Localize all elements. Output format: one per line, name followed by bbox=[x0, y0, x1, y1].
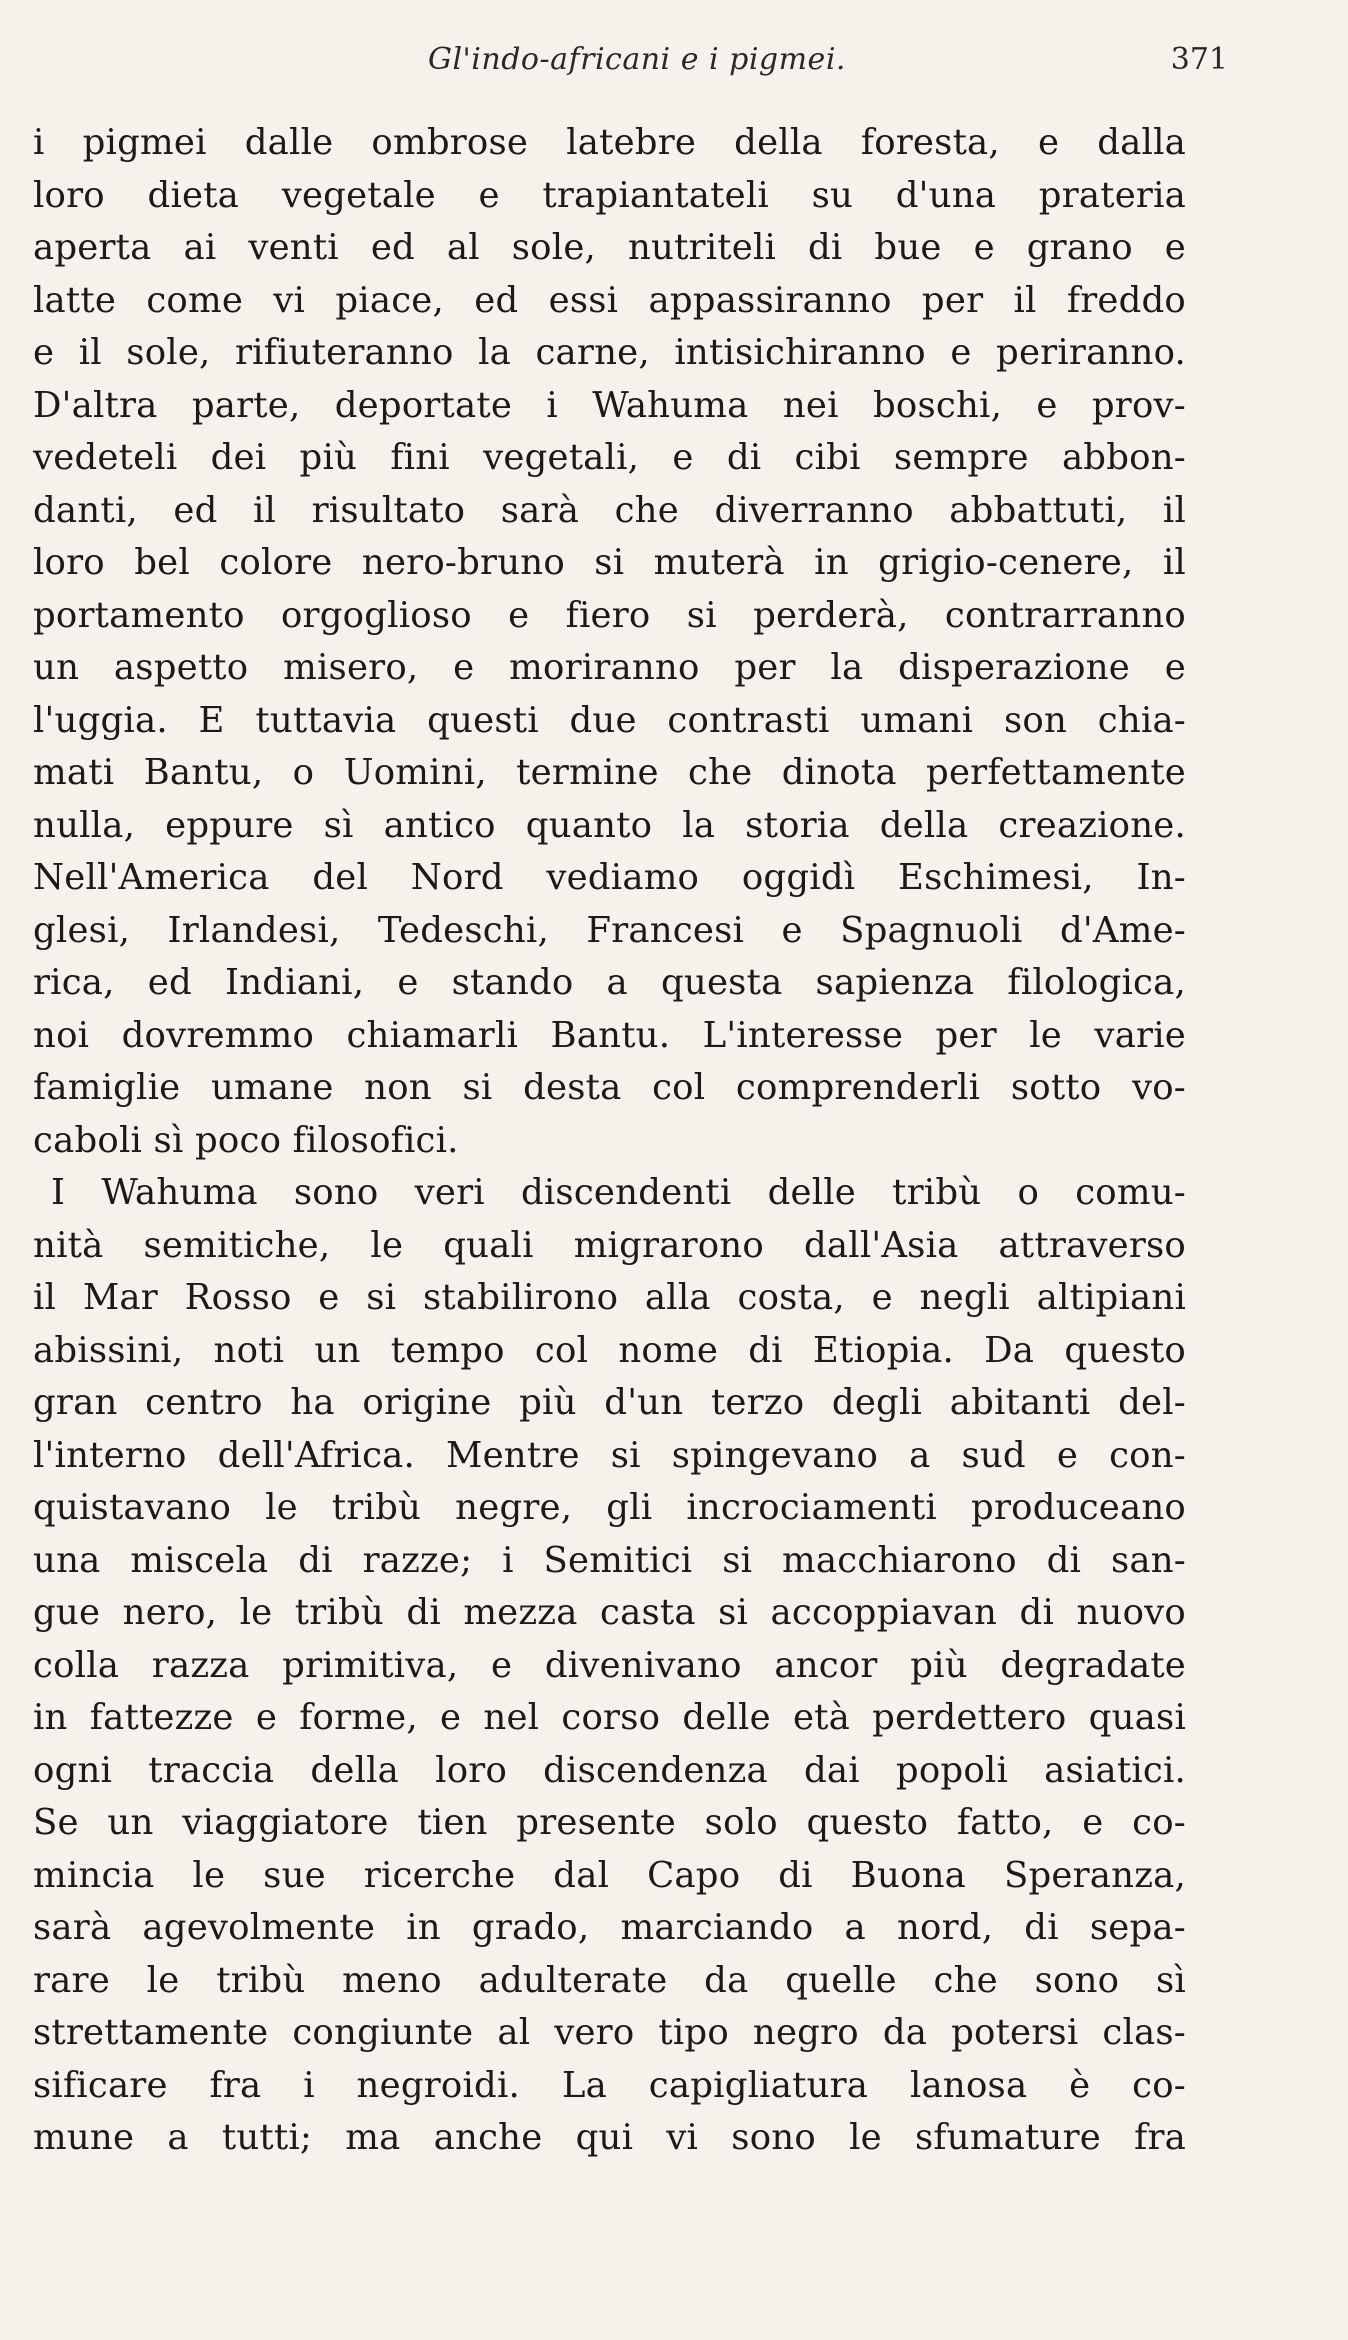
paragraph-end-line: caboli sì poco filosofici. bbox=[33, 1119, 459, 1161]
text-line: in fattezze e forme, e nel corso delle età perdettero quasi bbox=[33, 1697, 1186, 1738]
paragraph-start-line: I Wahuma sono veri discendenti delle tribù o comu- bbox=[51, 1172, 1186, 1213]
running-title: Gl'indo-africani e i pigmei. bbox=[428, 42, 846, 77]
running-head bbox=[0, 42, 1348, 92]
text-line: Nell'America del Nord vediamo oggidì Eschimesi, In- bbox=[33, 857, 1186, 898]
text-line: gue nero, le tribù di mezza casta si accoppiavan di nuovo bbox=[33, 1592, 1186, 1633]
text-line: il Mar Rosso e si stabilirono alla costa, e negli altipiani bbox=[33, 1277, 1186, 1318]
text-line: vedeteli dei più fini vegetali, e di cibi sempre abbon- bbox=[33, 437, 1186, 478]
text-line: aperta ai venti ed al sole, nutriteli di bue e grano e bbox=[33, 227, 1186, 268]
text-line: quistavano le tribù negre, gli incrociamenti produceano bbox=[33, 1487, 1186, 1528]
text-line: mune a tutti; ma anche qui vi sono le sfumature fra bbox=[33, 2117, 1186, 2158]
page-number: 371 bbox=[1170, 42, 1228, 77]
text-line: danti, ed il risultato sarà che diverranno abbattuti, il bbox=[33, 489, 1186, 531]
text-line: mincia le sue ricerche dal Capo di Buona Speranza, bbox=[33, 1854, 1186, 1896]
text-line: l'uggia. E tuttavia questi due contrasti umani son chia- bbox=[33, 699, 1186, 741]
text-line: rica, ed Indiani, e stando a questa sapienza filologica, bbox=[33, 962, 1186, 1003]
text-line: noi dovremmo chiamarli Bantu. L'interesse per le varie bbox=[33, 1014, 1186, 1056]
text-line: ogni traccia della loro discendenza dai popoli asiatici. bbox=[33, 1749, 1186, 1791]
text-line: famiglie umane non si desta col comprenderli sotto vo- bbox=[33, 1067, 1186, 1108]
text-line: loro bel colore nero-bruno si muterà in grigio-cenere, il bbox=[33, 542, 1186, 583]
text-line: nità semitiche, le quali migrarono dall'Asia attraverso bbox=[33, 1224, 1186, 1266]
text-line: portamento orgoglioso e fiero si perderà, contrarranno bbox=[33, 594, 1186, 636]
text-line: gran centro ha origine più d'un terzo degli abitanti del- bbox=[33, 1382, 1186, 1423]
text-line: una miscela di razze; i Semitici si macchiarono di san- bbox=[33, 1539, 1186, 1581]
text-line: mati Bantu, o Uomini, termine che dinota perfettamente bbox=[33, 752, 1186, 793]
text-line: strettamente congiunte al vero tipo negro da potersi clas- bbox=[33, 2012, 1186, 2053]
text-line: nulla, eppure sì antico quanto la storia della creazione. bbox=[33, 804, 1186, 846]
text-line: abissini, noti un tempo col nome di Etiopia. Da questo bbox=[33, 1329, 1186, 1371]
text-line: colla razza primitiva, e divenivano ancor più degradate bbox=[33, 1644, 1186, 1686]
text-line: sarà agevolmente in grado, marciando a nord, di sepa- bbox=[33, 1907, 1186, 1948]
text-line: i pigmei dalle ombrose latebre della foresta, e dalla bbox=[33, 122, 1186, 163]
text-line: l'interno dell'Africa. Mentre si spingevano a sud e con- bbox=[33, 1434, 1186, 1476]
text-line: loro dieta vegetale e trapiantateli su d'una prateria bbox=[33, 174, 1186, 216]
text-line: latte come vi piace, ed essi appassiranno per il freddo bbox=[33, 279, 1186, 321]
text-line: D'altra parte, deportate i Wahuma nei boschi, e prov- bbox=[33, 384, 1186, 426]
body-text bbox=[33, 117, 1186, 2165]
text-line: un aspetto misero, e moriranno per la disperazione e bbox=[33, 647, 1186, 688]
text-line: glesi, Irlandesi, Tedeschi, Francesi e Spagnuoli d'Ame- bbox=[33, 909, 1186, 951]
text-line: sificare fra i negroidi. La capigliatura lanosa è co- bbox=[33, 2064, 1186, 2106]
text-line: rare le tribù meno adulterate da quelle che sono sì bbox=[33, 1959, 1186, 2001]
text-line: e il sole, rifiuteranno la carne, intisichiranno e periranno. bbox=[33, 332, 1186, 373]
text-line: Se un viaggiatore tien presente solo questo fatto, e co- bbox=[33, 1802, 1186, 1843]
